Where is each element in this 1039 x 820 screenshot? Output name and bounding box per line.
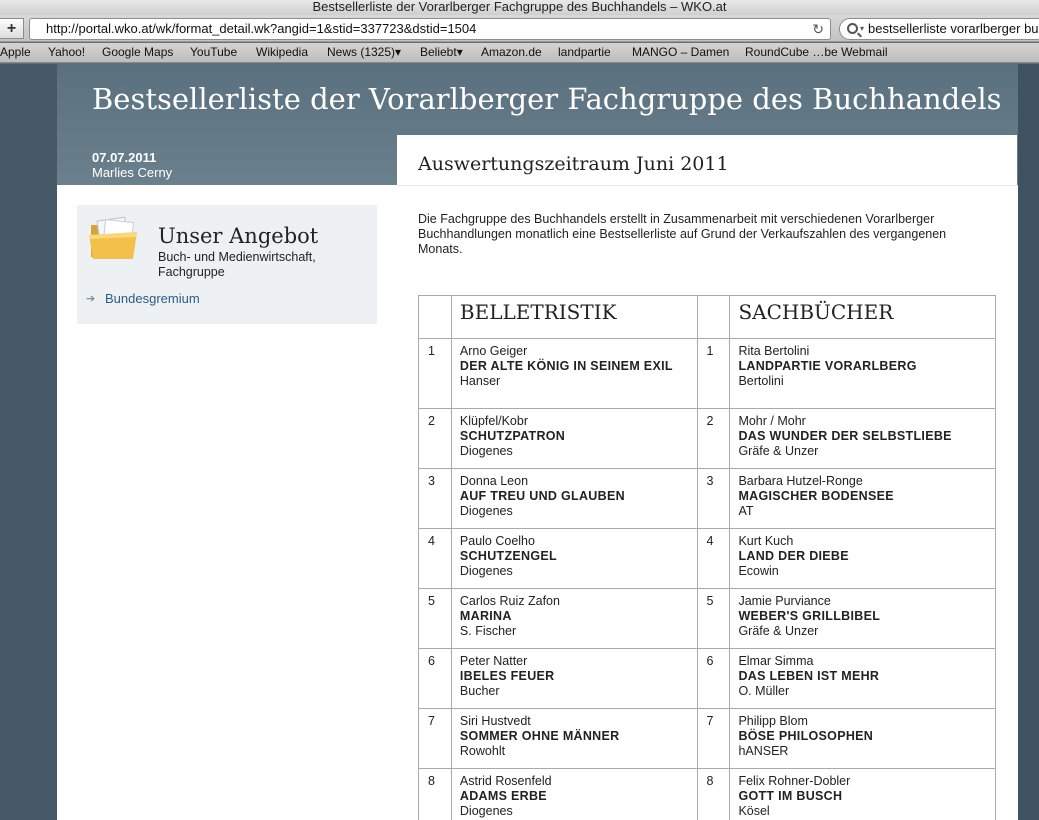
book-cell — [451, 409, 697, 469]
bestseller-table — [418, 295, 996, 820]
rank-cell: 5 — [419, 589, 452, 649]
book-cell — [451, 589, 697, 649]
book-author: Felix Rohner-Dobler — [738, 774, 851, 788]
book-cell — [730, 709, 996, 769]
book-author: Philipp Blom — [738, 714, 808, 728]
book-cell — [451, 339, 697, 409]
book-title: AUF TREU UND GLAUBEN — [459, 489, 625, 503]
bookmark-apple[interactable]: Apple — [0, 45, 31, 59]
book-cell — [730, 339, 996, 409]
book-title: WEBER'S GRILLBIBEL — [738, 609, 881, 623]
book-publisher: Gräfe & Unzer — [738, 624, 819, 638]
rank-cell: 1 — [697, 339, 730, 409]
table-row — [419, 339, 996, 409]
address-bar[interactable] — [29, 18, 831, 40]
sidebar-title: Unser Angebot — [158, 224, 319, 248]
table-row — [419, 529, 996, 589]
book-author: Paulo Coelho — [459, 534, 535, 548]
sidebar-subtitle: Buch- und Medienwirtschaft, Fachgruppe — [158, 250, 316, 279]
book-title: ADAMS ERBE — [459, 789, 547, 803]
book-author: Klüpfel/Kobr — [459, 414, 529, 428]
book-author: Peter Natter — [459, 654, 528, 668]
rank-header-left — [419, 296, 452, 339]
book-title: SCHUTZENGEL — [459, 549, 557, 563]
bookmark-beliebt[interactable]: Beliebt▾ — [420, 45, 463, 59]
bookmark-yahoo[interactable]: Yahoo! — [48, 45, 86, 59]
rank-cell: 8 — [419, 769, 452, 820]
bookmark-news[interactable]: News (1325)▾ — [327, 45, 402, 59]
page-title: Bestsellerliste der Vorarlberger Fachgruppe des Buchhandels — [92, 82, 1002, 116]
main-content — [397, 135, 1017, 820]
book-cell — [451, 709, 697, 769]
book-author: Astrid Rosenfeld — [459, 774, 552, 788]
browser-toolbar — [0, 15, 1039, 42]
book-cell — [730, 769, 996, 820]
book-publisher: hANSER — [738, 744, 789, 758]
content-title: Auswertungszeitraum Juni 2011 — [418, 153, 729, 175]
book-publisher: Bertolini — [738, 374, 784, 388]
book-title: DAS WUNDER DER SELBSTLIEBE — [738, 429, 952, 443]
book-author: Barbara Hutzel-Ronge — [738, 474, 863, 488]
web-page — [0, 64, 1039, 820]
book-cell — [730, 649, 996, 709]
table-header-row — [419, 296, 996, 339]
book-title: IBELES FEUER — [459, 669, 555, 683]
table-row — [419, 709, 996, 769]
book-title: SOMMER OHNE MÄNNER — [459, 729, 620, 743]
book-cell — [730, 409, 996, 469]
book-publisher: Diogenes — [459, 504, 513, 518]
book-cell — [730, 529, 996, 589]
book-cell — [730, 469, 996, 529]
divider — [397, 185, 1017, 186]
book-cell — [451, 769, 697, 820]
book-author: Jamie Purviance — [738, 594, 831, 608]
rank-cell: 4 — [697, 529, 730, 589]
rank-cell: 1 — [419, 339, 452, 409]
book-author: Mohr / Mohr — [738, 414, 806, 428]
book-author: Siri Hustvedt — [459, 714, 531, 728]
rank-header-right — [697, 296, 730, 339]
book-title: MAGISCHER BODENSEE — [738, 489, 894, 503]
bookmark-amazon[interactable]: Amazon.de — [481, 45, 542, 59]
book-cell — [451, 529, 697, 589]
book-publisher: O. Müller — [738, 684, 790, 698]
search-icon — [847, 23, 858, 34]
rank-cell: 7 — [419, 709, 452, 769]
table-row — [419, 769, 996, 820]
table-row — [419, 409, 996, 469]
book-publisher: Ecowin — [738, 564, 779, 578]
book-title: BÖSE PHILOSOPHEN — [738, 729, 874, 743]
book-title: GOTT IM BUSCH — [738, 789, 843, 803]
sidebar-offer-box — [77, 205, 377, 324]
page-right-margin — [1018, 64, 1039, 820]
book-cell — [451, 469, 697, 529]
bookmark-landpartie[interactable]: landpartie — [558, 45, 611, 59]
rank-cell: 2 — [419, 409, 452, 469]
book-author: Kurt Kuch — [738, 534, 794, 548]
bundesgremium-link[interactable]: Bundesgremium — [105, 291, 200, 306]
reload-icon[interactable]: ↻ — [812, 21, 824, 37]
column-header-sachbuecher: SACHBÜCHER — [730, 296, 996, 339]
rank-cell: 8 — [697, 769, 730, 820]
book-publisher: AT — [738, 504, 754, 518]
bookmark-youtube[interactable]: YouTube — [190, 45, 238, 59]
address-text: http://portal.wko.at/wk/format_detail.wk?angid=1&stid=337723&dstid=1504 — [46, 21, 477, 36]
book-author: Carlos Ruiz Zafon — [459, 594, 560, 608]
book-title: LAND DER DIEBE — [738, 549, 849, 563]
book-publisher: Bucher — [459, 684, 500, 698]
bookmarks-bar — [0, 43, 1039, 63]
rank-cell: 2 — [697, 409, 730, 469]
chevron-down-icon: ▾ — [860, 24, 865, 33]
book-publisher: Diogenes — [459, 444, 513, 458]
book-author: Donna Leon — [459, 474, 529, 488]
page-canvas — [57, 64, 1039, 820]
folder-icon — [87, 215, 141, 263]
book-publisher: S. Fischer — [459, 624, 517, 638]
publish-date: 07.07.2011 — [92, 150, 157, 165]
book-author: Elmar Simma — [738, 654, 814, 668]
book-title: LANDPARTIE VORARLBERG — [738, 359, 917, 373]
rank-cell: 6 — [419, 649, 452, 709]
book-author: Rita Bertolini — [738, 344, 810, 358]
bookmark-google-maps[interactable]: Google Maps — [102, 45, 174, 59]
book-cell — [730, 589, 996, 649]
rank-cell: 3 — [697, 469, 730, 529]
column-header-belletristik: BELLETRISTIK — [451, 296, 697, 339]
bookmark-wikipedia[interactable]: Wikipedia — [256, 45, 309, 59]
rank-cell: 7 — [697, 709, 730, 769]
book-publisher: Gräfe & Unzer — [738, 444, 819, 458]
search-input[interactable] — [839, 18, 1039, 40]
table-row — [419, 589, 996, 649]
page-left-margin — [0, 64, 57, 820]
rank-cell: 6 — [697, 649, 730, 709]
bookmark-mango[interactable]: MANGO – Damen — [632, 45, 730, 59]
book-publisher: Hanser — [459, 374, 501, 388]
bookmark-roundcube[interactable]: RoundCube …be Webmail — [745, 45, 888, 59]
rank-cell: 5 — [697, 589, 730, 649]
book-title: DAS LEBEN IST MEHR — [738, 669, 880, 683]
book-title: SCHUTZPATRON — [459, 429, 566, 443]
search-text: bestsellerliste vorarlberger bu — [868, 21, 1039, 36]
book-publisher: Diogenes — [459, 564, 513, 578]
table-row — [419, 469, 996, 529]
book-publisher: Rowohlt — [459, 744, 506, 758]
intro-text: Die Fachgruppe des Buchhandels erstellt in Zusammenarbeit mit verschiedenen Vorarlberger Buchhandlungen monatlich eine Bestsellerliste auf Grund der Verkaufszahlen des vergangenen Monats. — [418, 212, 947, 256]
author-name: Marlies Cerny — [92, 165, 173, 180]
table-row — [419, 649, 996, 709]
book-author: Arno Geiger — [459, 344, 528, 358]
arrow-right-icon: ➔ — [86, 292, 96, 305]
book-cell — [451, 649, 697, 709]
book-title: MARINA — [459, 609, 512, 623]
rank-cell: 3 — [419, 469, 452, 529]
book-publisher: Diogenes — [459, 804, 513, 818]
new-tab-button[interactable]: + — [0, 18, 24, 39]
book-publisher: Kösel — [738, 804, 770, 818]
book-title: DER ALTE KÖNIG IN SEINEM EXIL — [459, 359, 673, 373]
rank-cell: 4 — [419, 529, 452, 589]
window-title: Bestsellerliste der Vorarlberger Fachgruppe des Buchhandels – WKO.at — [0, 0, 1039, 15]
